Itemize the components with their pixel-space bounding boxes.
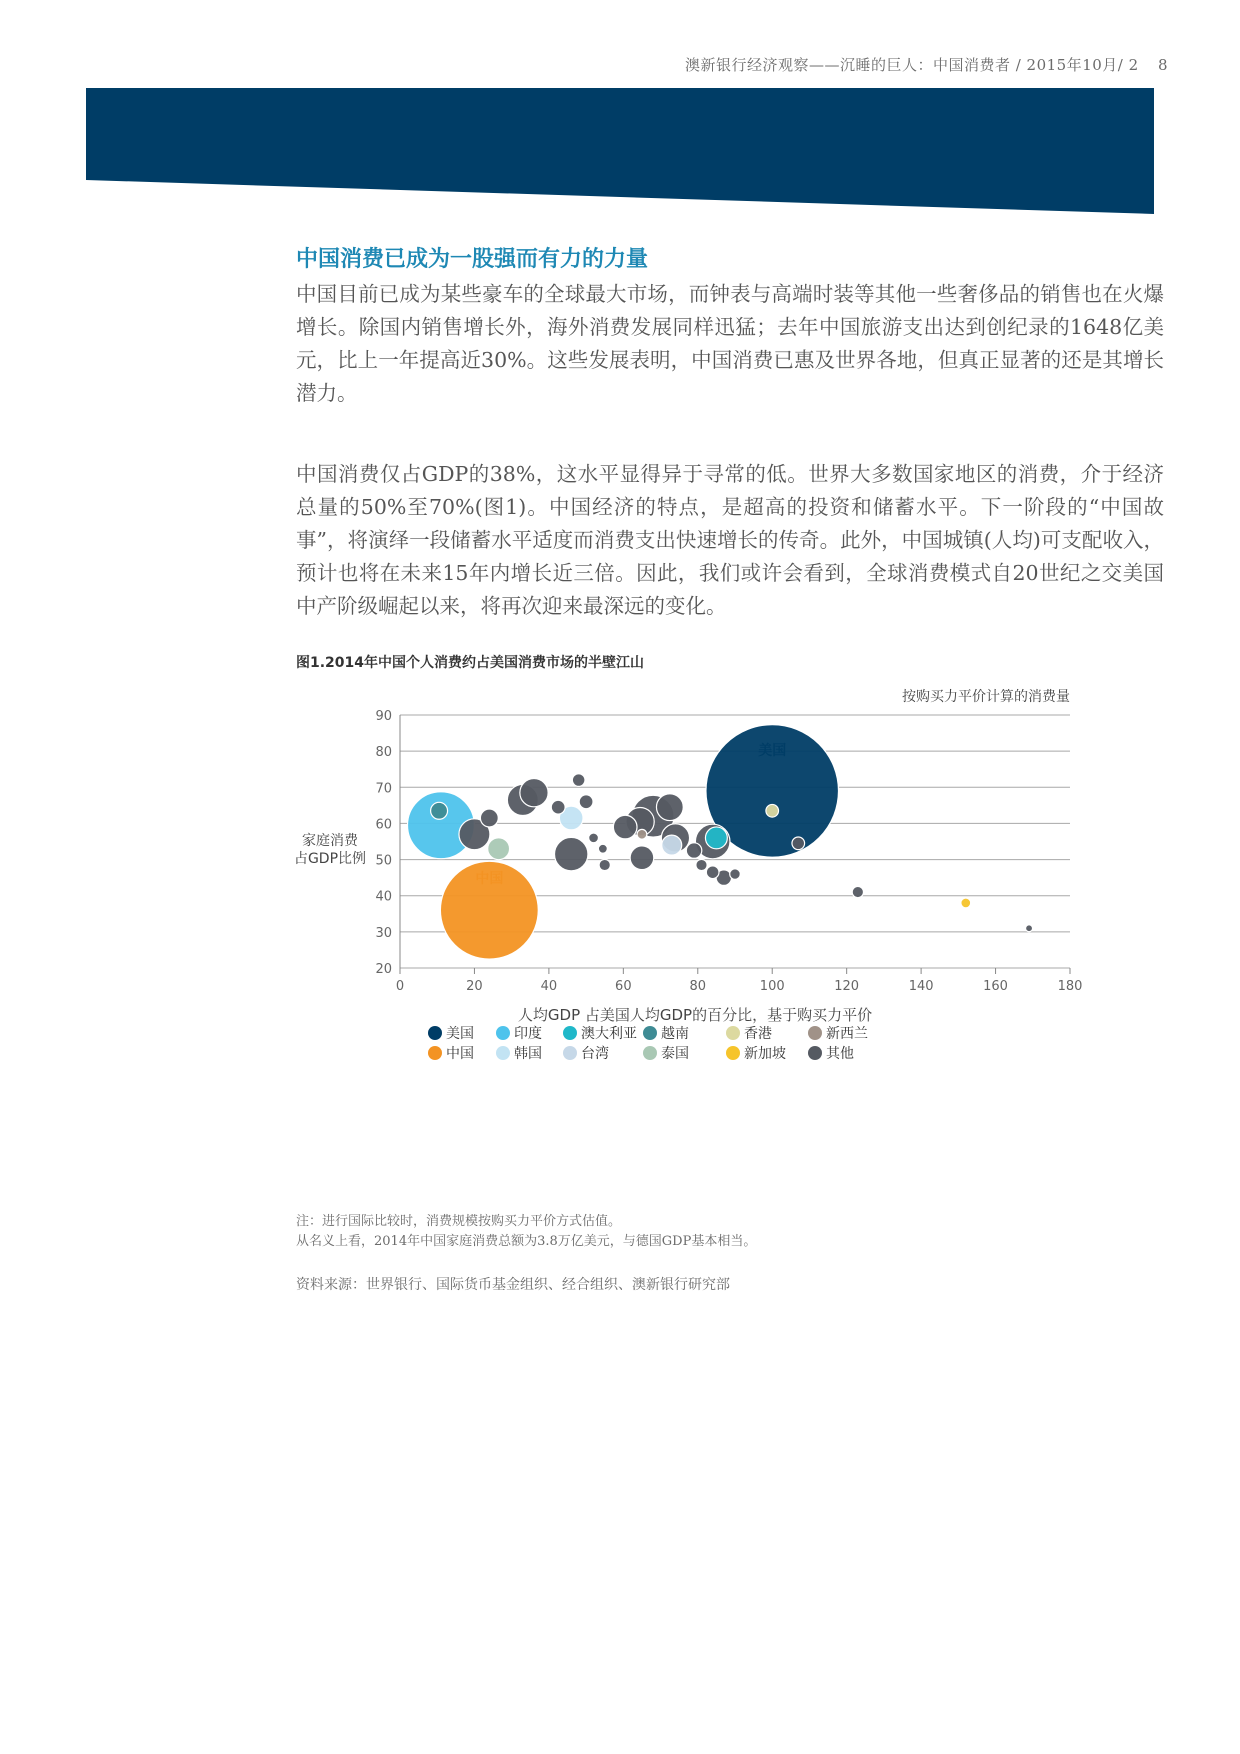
legend-swatch [563,1046,577,1060]
bubble-其他 [520,779,548,807]
bubble-其他 [598,844,607,853]
y-axis-label: 家庭消费 [302,833,358,849]
legend-swatch [643,1046,657,1060]
x-tick-label: 100 [759,979,785,994]
bubble-其他 [656,794,683,821]
figure-notes [296,1212,756,1252]
figure-source: 资料来源：世界银行、国际货币基金组织、经合组织、澳新银行研究部 [296,1277,730,1293]
legend-swatch [726,1026,740,1040]
page-number: 8 [1157,56,1168,74]
y-tick-label: 80 [375,745,392,761]
bubble-其他 [630,846,654,870]
x-tick-label: 60 [615,979,632,994]
bubble-香港 [766,804,779,817]
bubble-越南 [431,802,448,819]
legend-label: 中国 [446,1046,474,1062]
bubble-其他 [852,886,863,897]
bubble-其他 [555,837,588,870]
legend-swatch [428,1026,442,1040]
legend-label: 澳大利亚 [581,1026,637,1042]
legend-label: 韩国 [514,1046,542,1062]
paragraph-2: 中国消费仅占GDP的38%，这水平显得异于寻常的低。世界大多数国家地区的消费，介于经济总量的50%至70%(图1)。中国经济的特点，是超高的投资和储蓄水平。下一阶段的“中国故事”，将演绎一段储蓄水平适度而消费支出快速增长的传奇。此外，中国城镇(人均)可支配收入，预计也将在未来15年内增长近三倍。因此，我们或许会看到，全球消费模式自20世纪之交美国中产阶级崛起以来，将再次迎来最深远的变化。 [296,462,1164,618]
legend-label: 新加坡 [744,1046,786,1062]
legend-label: 新西兰 [826,1026,868,1042]
point-label: 美国 [758,742,787,759]
bubble-其他 [579,795,593,809]
x-tick-label: 40 [540,979,558,994]
bubble-澳大利亚 [705,827,727,849]
y-tick-label: 90 [375,709,392,724]
note-line-1: 注：进行国际比较时，消费规模按购买力平价方式估值。 [296,1214,622,1229]
y-tick-label: 20 [375,962,392,977]
x-tick-label: 0 [395,979,405,994]
bubble-其他 [572,774,585,787]
figure-title: 图1.2014年中国个人消费约占美国消费市场的半壁江山 [296,655,645,671]
x-tick-label: 20 [466,979,483,994]
note-line-2: 从名义上看，2014年中国家庭消费总额为3.8万亿美元，与德国GDP基本相当。 [296,1234,757,1249]
legend-label: 台湾 [581,1046,609,1062]
bubble-其他 [613,815,637,839]
x-axis-label: 人均GDP 占美国人均GDP的百分比，基于购买力平价 [517,1006,873,1024]
bubble-泰国 [488,838,510,860]
chart-svg [280,685,1100,1205]
legend-swatch [496,1046,510,1060]
x-tick-label: 140 [908,979,934,994]
legend-swatch [428,1046,442,1060]
bubble-其他 [686,843,701,858]
legend-swatch [808,1026,822,1040]
bubble-其他 [599,859,610,870]
y-tick-label: 50 [375,853,392,869]
bubble-其他 [1026,925,1033,932]
bubble-台湾 [662,835,682,855]
bubble-新加坡 [961,898,971,908]
bubble-其他 [589,833,599,843]
y-tick-label: 70 [375,781,392,797]
y-axis-label: 占GDP比例 [293,851,367,867]
legend-label: 其他 [826,1046,854,1062]
bubble-其他 [696,859,707,870]
legend-swatch [563,1026,577,1040]
point-label: 中国 [475,871,504,888]
legend-swatch [496,1026,510,1040]
x-tick-label: 180 [1057,979,1083,994]
y-tick-label: 30 [375,925,392,941]
legend-swatch [726,1046,740,1060]
bubble-其他 [792,837,805,850]
legend-label: 香港 [744,1026,772,1042]
x-tick-label: 80 [689,979,707,994]
legend-label: 印度 [514,1026,542,1042]
bubble-其他 [480,809,498,827]
bubble-chart [280,685,1100,1205]
y-tick-label: 60 [375,817,392,833]
bubble-其他 [551,800,565,814]
y-tick-label: 40 [375,889,392,905]
legend-label: 泰国 [661,1046,689,1062]
x-tick-label: 120 [834,979,860,994]
corner-label: 按购买力平价计算的消费量 [902,689,1070,705]
paragraph-1: 中国目前已成为某些豪车的全球最大市场，而钟表与高端时装等其他一些奢侈品的销售也在火爆增长。除国内销售增长外，海外消费发展同样迅猛；去年中国旅游支出达到创纪录的1648亿美元，比上一年提高近30%。这些发展表明，中国消费已惠及世界各地，但真正显著的还是其增长潜力。 [296,282,1164,405]
legend-swatch [808,1046,822,1060]
bubble-新西兰 [637,829,647,839]
running-title: 澳新银行经济观察——沉睡的巨人：中国消费者 / 2015年10月/ 2 [684,56,1139,74]
legend-label: 越南 [661,1026,689,1042]
bubble-其他 [730,869,741,880]
header-banner [0,0,1240,240]
section-title: 中国消费已成为一股强而有力的力量 [296,247,649,272]
x-tick-label: 160 [983,979,1008,994]
legend-swatch [643,1026,657,1040]
legend-label: 美国 [446,1026,474,1042]
bubble-其他 [706,866,719,879]
